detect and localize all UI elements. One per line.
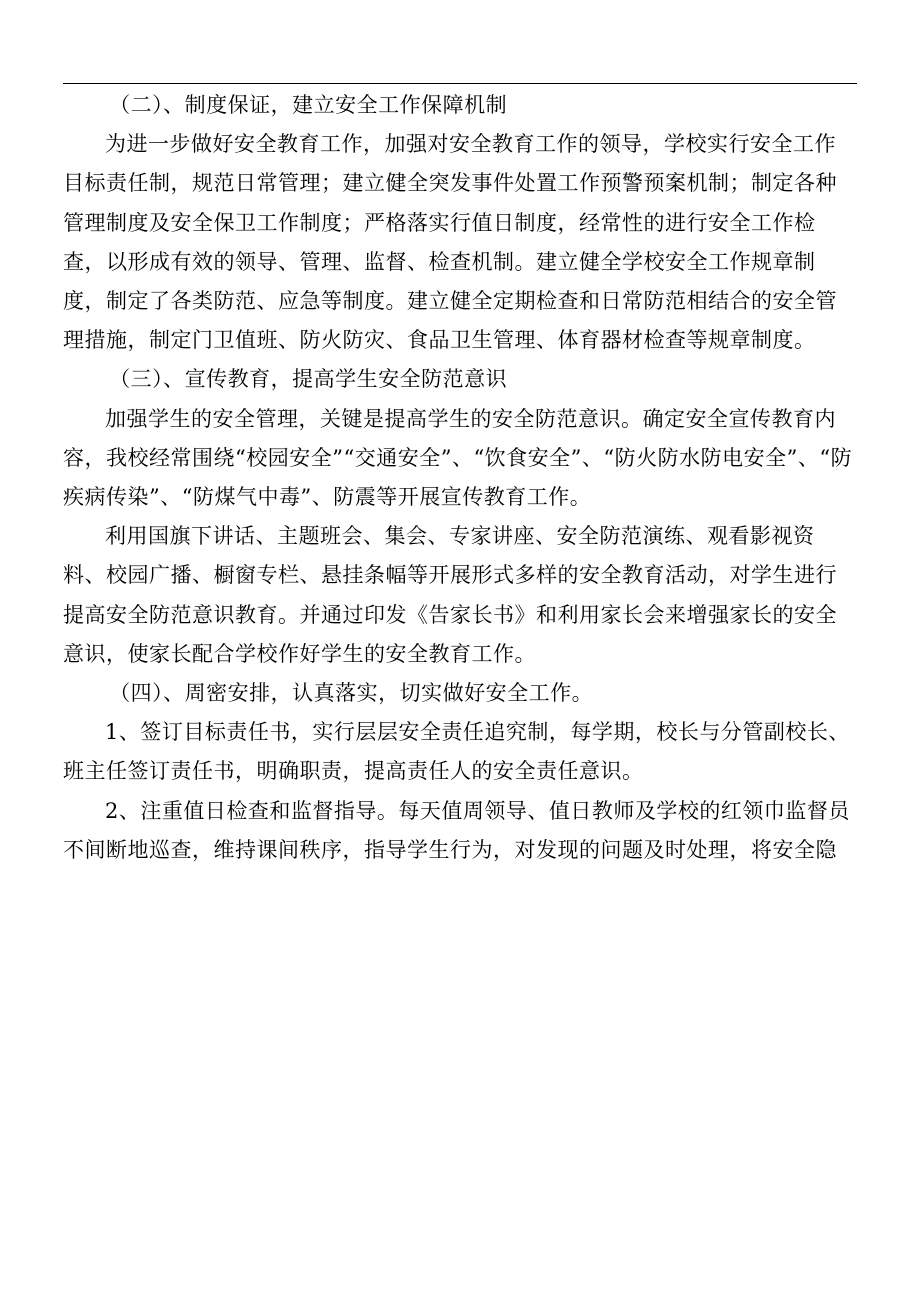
paragraph: 1、签订目标责任书，实行层层安全责任追究制，每学期，校长与分管副校长、班主任签订责任书，明确职责，提高责任人的安全责任意识。 [63, 720, 850, 784]
paragraph: 为进一步做好安全教育工作，加强对安全教育工作的领导，学校实行安全工作目标责任制，规范日常管理；建立健全突发事件处置工作预警预案机制；制定各种管理制度及安全保卫工作制度；严格落实行值日制度，经常性的进行安全工作检查，以形成有效的领导、管理、监督、检查机制。建立健全学校安全工作规章制度，制定了各类防范、应急等制度。建立健全定期检查和日常防范相结合的安全管理措施，制定门卫值班、防火防灾、食品卫生管理、体育器材检查等规章制度。 [63, 132, 837, 353]
paragraph: 利用国旗下讲话、主题班会、集会、专家讲座、安全防范演练、观看影视资料、校园广播、橱窗专栏、悬挂条幅等开展形式多样的安全教育活动，对学生进行提高安全防范意识教育。并通过印发《告家长书》和利用家长会来增强家长的安全意识，使家长配合学校作好学生的安全教育工作。 [63, 524, 837, 666]
section-heading-3: （三）、宣传教育，提高学生安全防范意识 [109, 367, 508, 392]
section-heading-2: （二）、制度保证，建立安全工作保障机制 [109, 93, 508, 117]
paragraph: 加强学生的安全管理，关键是提高学生的安全防范意识。确定安全宣传教育内容，我校经常围绕“校园安全”“交通安全”、“饮食安全”、“防火防水防电安全”、“防疾病传染”、“防煤气中毒”、防震等开展宣传教育工作。 [63, 406, 853, 510]
section-heading-4: （四）、周密安排，认真落实，切实做好安全工作。 [109, 681, 594, 706]
document-body [63, 86, 857, 870]
header-rule [63, 83, 857, 84]
paragraph: 2、注重值日检查和监督指导。每天值周领导、值日教师及学校的红领巾监督员不间断地巡查，维持课间秩序，指导学生行为，对发现的问题及时处理，将安全隐 [63, 798, 850, 862]
